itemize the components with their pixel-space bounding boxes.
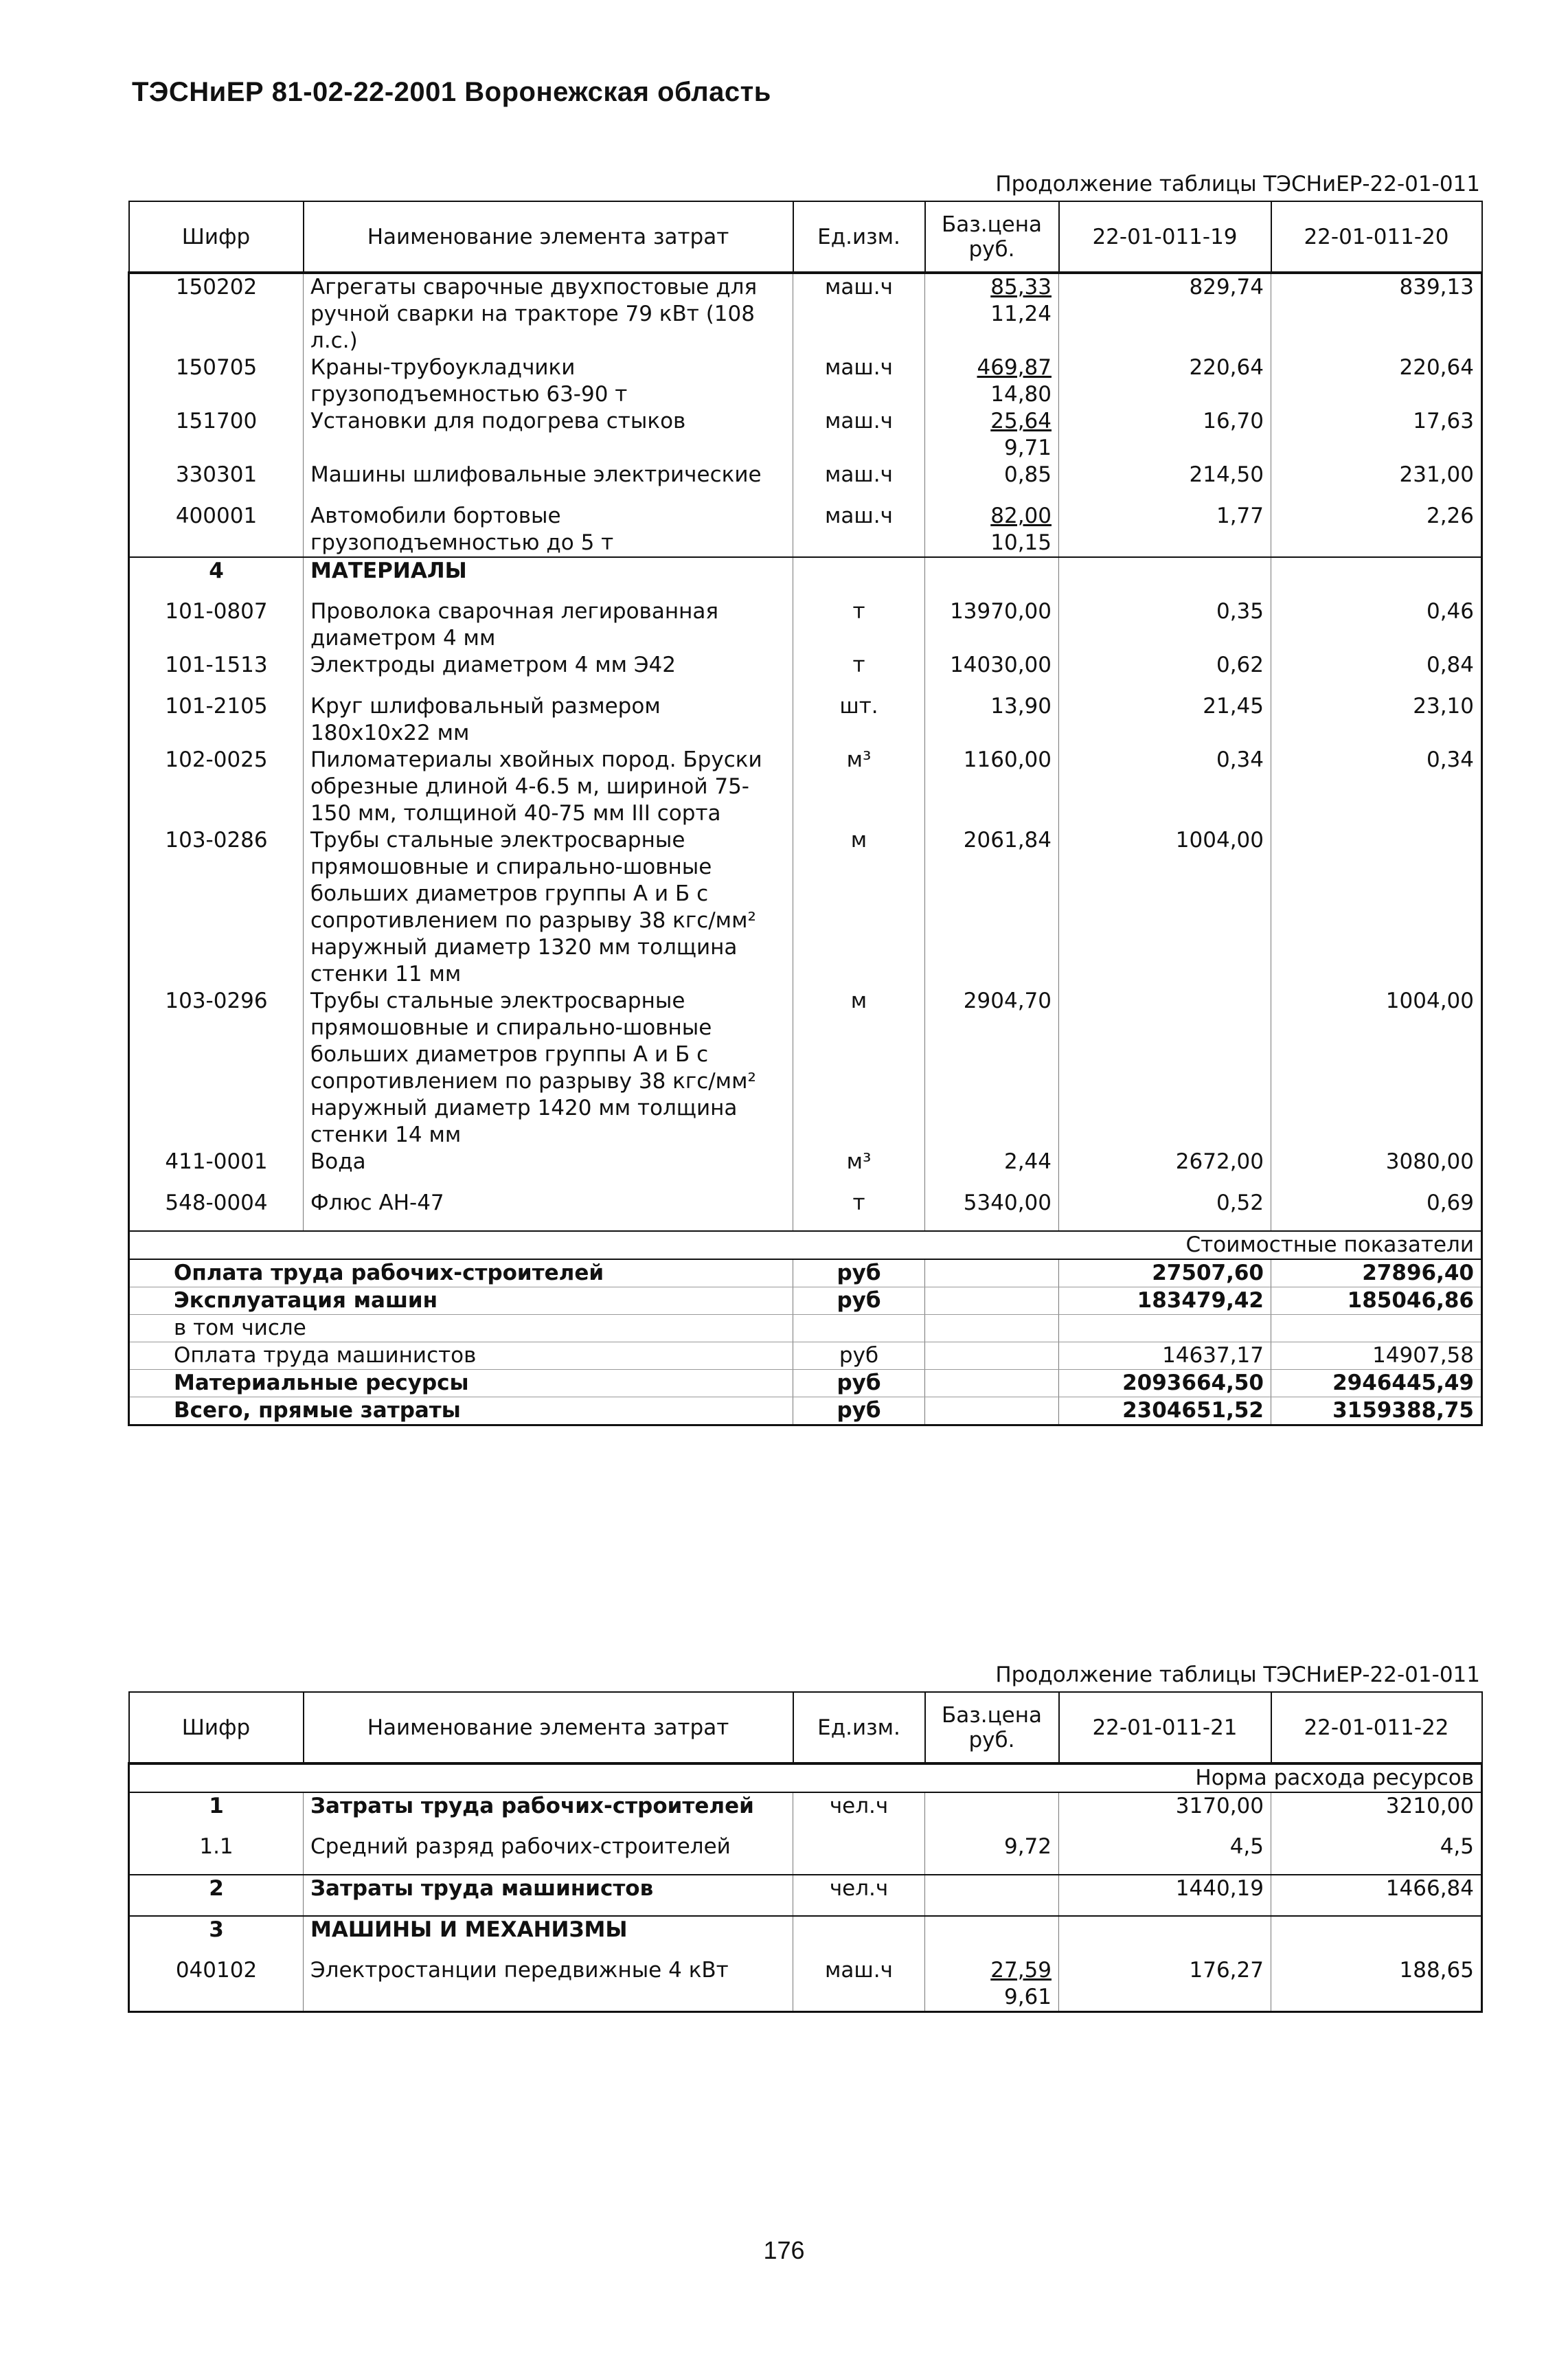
row-price	[925, 1149, 1059, 1190]
row-name: Затраты труда рабочих-строителей	[304, 1792, 793, 1834]
table-row	[129, 1834, 1482, 1875]
row-price	[925, 1916, 1059, 1957]
row-price	[925, 503, 1059, 557]
row-price	[925, 273, 1059, 354]
row-price	[925, 1792, 1059, 1834]
row-unit: маш.ч	[793, 503, 925, 557]
summary-empty	[925, 1315, 1059, 1342]
row-norm-a: 220,64	[1059, 354, 1271, 408]
row-price	[925, 462, 1059, 503]
row-unit: т	[793, 598, 925, 652]
row-name: МАШИНЫ И МЕХАНИЗМЫ	[304, 1916, 793, 1957]
row-code: 400001	[129, 503, 304, 557]
summary-empty	[925, 1342, 1059, 1370]
row-norm-a	[1059, 557, 1271, 598]
row-price-value: 14030,00	[950, 653, 1052, 677]
row-price	[925, 1834, 1059, 1875]
row-code: 040102	[129, 1957, 304, 2012]
row-price-value: 82,00	[990, 504, 1052, 528]
col-header-norm-21: 22-01-011-21	[1059, 1692, 1271, 1763]
summary-value-a	[1059, 1315, 1271, 1342]
row-unit: т	[793, 1190, 925, 1231]
row-unit: маш.ч	[793, 273, 925, 354]
row-norm-b: 0,34	[1271, 747, 1482, 827]
row-norm-a	[1059, 988, 1271, 1149]
row-price	[925, 693, 1059, 747]
row-name: Проволока сварочная легированная диаметром 4 мм	[304, 598, 793, 652]
row-price-value: 5340,00	[963, 1191, 1052, 1215]
row-price-value: 2061,84	[963, 828, 1052, 853]
row-price	[925, 827, 1059, 988]
page-title: ТЭСНиЕР 81-02-22-2001 Воронежская область	[132, 77, 771, 107]
row-price	[925, 1957, 1059, 2012]
row-code: 3	[129, 1916, 304, 1957]
resource-norm-label: Норма расхода ресурсов	[129, 1763, 1482, 1792]
row-norm-a: 214,50	[1059, 462, 1271, 503]
row-price	[925, 988, 1059, 1149]
summary-unit: руб	[793, 1287, 925, 1315]
summary-row	[129, 1287, 1482, 1315]
summary-row	[129, 1315, 1482, 1342]
summary-unit: руб	[793, 1259, 925, 1287]
summary-value-a: 14637,17	[1059, 1342, 1271, 1370]
row-norm-a: 1440,19	[1059, 1875, 1271, 1916]
col-header-name: Наименование элемента затрат	[304, 201, 793, 273]
row-unit: м	[793, 827, 925, 988]
table-row	[129, 693, 1482, 747]
row-norm-b: 1466,84	[1271, 1875, 1482, 1916]
row-unit: маш.ч	[793, 462, 925, 503]
row-name: Автомобили бортовые грузоподъемностью до 5 т	[304, 503, 793, 557]
row-price	[925, 1190, 1059, 1231]
row-price-wage: 9,61	[1003, 1985, 1052, 2009]
row-name: Краны-трубоукладчики грузоподъемностью 63-90 т	[304, 354, 793, 408]
table-row	[129, 1190, 1482, 1231]
summary-unit: руб	[793, 1397, 925, 1425]
row-norm-a: 0,52	[1059, 1190, 1271, 1231]
table-row	[129, 1149, 1482, 1190]
row-price-value: 13970,00	[950, 599, 1052, 624]
row-norm-a: 0,34	[1059, 747, 1271, 827]
table1-continuation-caption: Продолжение таблицы ТЭСНиЕР-22-01-011	[995, 172, 1480, 196]
row-unit: т	[793, 652, 925, 693]
col-header-name: Наименование элемента затрат	[304, 1692, 793, 1763]
row-name: Средний разряд рабочих-строителей	[304, 1834, 793, 1875]
row-price	[925, 747, 1059, 827]
row-norm-b: 220,64	[1271, 354, 1482, 408]
row-unit: маш.ч	[793, 354, 925, 408]
row-code: 548-0004	[129, 1190, 304, 1231]
summary-label: Оплата труда рабочих-строителей	[129, 1259, 793, 1287]
row-name: Трубы стальные электросварные прямошовные и спирально-шовные больших диаметров группы А и Б с сопротивлением по разрыву 38 кгс/мм² наружный диаметр 1420 мм толщина стенки 14 мм	[304, 988, 793, 1149]
summary-value-b: 3159388,75	[1271, 1397, 1482, 1425]
row-norm-a: 4,5	[1059, 1834, 1271, 1875]
row-price-value: 1160,00	[963, 747, 1052, 772]
summary-value-b: 27896,40	[1271, 1259, 1482, 1287]
row-code: 411-0001	[129, 1149, 304, 1190]
row-price-value: 85,33	[990, 275, 1052, 300]
row-unit	[793, 1916, 925, 1957]
col-header-code: Шифр	[129, 201, 304, 273]
summary-value-b: 2946445,49	[1271, 1370, 1482, 1397]
summary-empty	[925, 1397, 1059, 1425]
row-code: 103-0286	[129, 827, 304, 988]
row-norm-b: 3210,00	[1271, 1792, 1482, 1834]
row-price-value: 2904,70	[963, 989, 1052, 1013]
table-row	[129, 652, 1482, 693]
row-unit	[793, 557, 925, 598]
table1	[128, 201, 1483, 1426]
table-row	[129, 1957, 1482, 2012]
summary-label: Всего, прямые затраты	[129, 1397, 793, 1425]
row-unit	[793, 1834, 925, 1875]
summary-empty	[925, 1259, 1059, 1287]
row-price-value: 2,44	[1003, 1149, 1052, 1174]
row-code: 1.1	[129, 1834, 304, 1875]
row-name: Установки для подогрева стыков	[304, 408, 793, 462]
summary-empty	[925, 1287, 1059, 1315]
summary-row	[129, 1397, 1482, 1425]
row-code: 1	[129, 1792, 304, 1834]
table-row	[129, 988, 1482, 1149]
row-norm-b	[1271, 827, 1482, 988]
summary-empty	[925, 1370, 1059, 1397]
row-unit: маш.ч	[793, 408, 925, 462]
row-norm-b: 2,26	[1271, 503, 1482, 557]
row-name: Вода	[304, 1149, 793, 1190]
row-norm-b: 1004,00	[1271, 988, 1482, 1149]
row-norm-a: 829,74	[1059, 273, 1271, 354]
row-norm-a: 2672,00	[1059, 1149, 1271, 1190]
col-header-price: Баз.цена руб.	[925, 201, 1059, 273]
table2	[128, 1691, 1483, 2013]
row-norm-b: 839,13	[1271, 273, 1482, 354]
summary-label: Эксплуатация машин	[129, 1287, 793, 1315]
summary-unit: руб	[793, 1370, 925, 1397]
row-norm-a: 1004,00	[1059, 827, 1271, 988]
table-row	[129, 598, 1482, 652]
summary-value-b: 14907,58	[1271, 1342, 1482, 1370]
row-norm-b: 0,69	[1271, 1190, 1482, 1231]
page-number: 176	[763, 2236, 805, 2264]
row-code: 102-0025	[129, 747, 304, 827]
row-unit: м³	[793, 1149, 925, 1190]
row-price	[925, 598, 1059, 652]
row-code: 103-0296	[129, 988, 304, 1149]
row-unit: чел.ч	[793, 1792, 925, 1834]
row-name: Электроды диаметром 4 мм Э42	[304, 652, 793, 693]
row-code: 101-1513	[129, 652, 304, 693]
row-price-wage: 10,15	[990, 530, 1052, 555]
row-unit: м³	[793, 747, 925, 827]
row-name: Пиломатериалы хвойных пород. Бруски обрезные длиной 4-6.5 м, шириной 75-150 мм, толщиной 40-75 мм III сорта	[304, 747, 793, 827]
row-norm-a: 21,45	[1059, 693, 1271, 747]
row-price-wage: 11,24	[990, 302, 1052, 326]
row-norm-b	[1271, 1916, 1482, 1957]
row-price-value: 9,72	[1003, 1834, 1052, 1859]
summary-value-a: 2304651,52	[1059, 1397, 1271, 1425]
col-header-price: Баз.цена руб.	[925, 1692, 1059, 1763]
row-norm-b: 231,00	[1271, 462, 1482, 503]
col-header-unit: Ед.изм.	[793, 201, 925, 273]
row-name: Машины шлифовальные электрические	[304, 462, 793, 503]
table-row	[129, 503, 1482, 557]
row-norm-a: 0,62	[1059, 652, 1271, 693]
row-price	[925, 1875, 1059, 1916]
table-row	[129, 557, 1482, 598]
table-row	[129, 747, 1482, 827]
row-code: 150705	[129, 354, 304, 408]
row-norm-a: 1,77	[1059, 503, 1271, 557]
table-row	[129, 1792, 1482, 1834]
table-row	[129, 273, 1482, 354]
row-norm-b: 0,46	[1271, 598, 1482, 652]
row-price	[925, 408, 1059, 462]
table-row	[129, 354, 1482, 408]
summary-unit: руб	[793, 1342, 925, 1370]
table-row	[129, 462, 1482, 503]
row-price-value: 27,59	[990, 1958, 1052, 1983]
table2-continuation-caption: Продолжение таблицы ТЭСНиЕР-22-01-011	[995, 1662, 1480, 1687]
row-unit: м	[793, 988, 925, 1149]
summary-row	[129, 1342, 1482, 1370]
row-norm-b: 188,65	[1271, 1957, 1482, 2012]
row-unit: шт.	[793, 693, 925, 747]
row-price-wage: 9,71	[1003, 436, 1052, 460]
row-norm-a	[1059, 1916, 1271, 1957]
summary-row	[129, 1259, 1482, 1287]
row-name: Трубы стальные электросварные прямошовные и спирально-шовные больших диаметров группы А и Б с сопротивлением по разрыву 38 кгс/мм² наружный диаметр 1320 мм толщина стенки 11 мм	[304, 827, 793, 988]
row-name: Флюс АН-47	[304, 1190, 793, 1231]
table2-header-row	[129, 1692, 1482, 1763]
row-price-value: 13,90	[990, 694, 1052, 719]
row-norm-a: 0,35	[1059, 598, 1271, 652]
row-price-value: 469,87	[977, 355, 1052, 380]
row-price	[925, 354, 1059, 408]
row-norm-b: 4,5	[1271, 1834, 1482, 1875]
col-header-norm-22: 22-01-011-22	[1271, 1692, 1482, 1763]
row-name: МАТЕРИАЛЫ	[304, 557, 793, 598]
row-code: 101-2105	[129, 693, 304, 747]
row-unit: маш.ч	[793, 1957, 925, 2012]
summary-label: Оплата труда машинистов	[129, 1342, 793, 1370]
row-price-wage: 14,80	[990, 382, 1052, 407]
row-norm-b: 23,10	[1271, 693, 1482, 747]
col-header-code: Шифр	[129, 1692, 304, 1763]
summary-label: Материальные ресурсы	[129, 1370, 793, 1397]
summary-value-a: 2093664,50	[1059, 1370, 1271, 1397]
summary-value-a: 183479,42	[1059, 1287, 1271, 1315]
row-code: 2	[129, 1875, 304, 1916]
row-code: 101-0807	[129, 598, 304, 652]
row-code: 4	[129, 557, 304, 598]
row-name: Круг шлифовальный размером 180х10х22 мм	[304, 693, 793, 747]
row-price-value: 0,85	[1003, 462, 1052, 487]
row-norm-a: 3170,00	[1059, 1792, 1271, 1834]
row-norm-b	[1271, 557, 1482, 598]
row-norm-a: 16,70	[1059, 408, 1271, 462]
col-header-unit: Ед.изм.	[793, 1692, 925, 1763]
row-code: 150202	[129, 273, 304, 354]
cost-indicators-label: Стоимостные показатели	[129, 1231, 1482, 1259]
summary-value-b: 185046,86	[1271, 1287, 1482, 1315]
col-header-norm-20: 22-01-011-20	[1271, 201, 1482, 273]
table-row	[129, 1875, 1482, 1916]
row-code: 151700	[129, 408, 304, 462]
summary-value-a: 27507,60	[1059, 1259, 1271, 1287]
table-row	[129, 827, 1482, 988]
row-code: 330301	[129, 462, 304, 503]
row-name: Агрегаты сварочные двухпостовые для ручной сварки на тракторе 79 кВт (108 л.с.)	[304, 273, 793, 354]
row-norm-b: 3080,00	[1271, 1149, 1482, 1190]
summary-value-b	[1271, 1315, 1482, 1342]
row-name: Электростанции передвижные 4 кВт	[304, 1957, 793, 2012]
row-unit: чел.ч	[793, 1875, 925, 1916]
cost-indicators-band	[129, 1231, 1482, 1259]
summary-row	[129, 1370, 1482, 1397]
row-norm-b: 17,63	[1271, 408, 1482, 462]
table1-header-row	[129, 201, 1482, 273]
table-row	[129, 1916, 1482, 1957]
summary-label: в том числе	[129, 1315, 793, 1342]
summary-unit	[793, 1315, 925, 1342]
row-name: Затраты труда машинистов	[304, 1875, 793, 1916]
row-price	[925, 652, 1059, 693]
row-price-value: 25,64	[990, 409, 1052, 433]
row-norm-a: 176,27	[1059, 1957, 1271, 2012]
row-price	[925, 557, 1059, 598]
row-norm-b: 0,84	[1271, 652, 1482, 693]
table-row	[129, 408, 1482, 462]
col-header-norm-19: 22-01-011-19	[1059, 201, 1271, 273]
resource-norm-band	[129, 1763, 1482, 1792]
